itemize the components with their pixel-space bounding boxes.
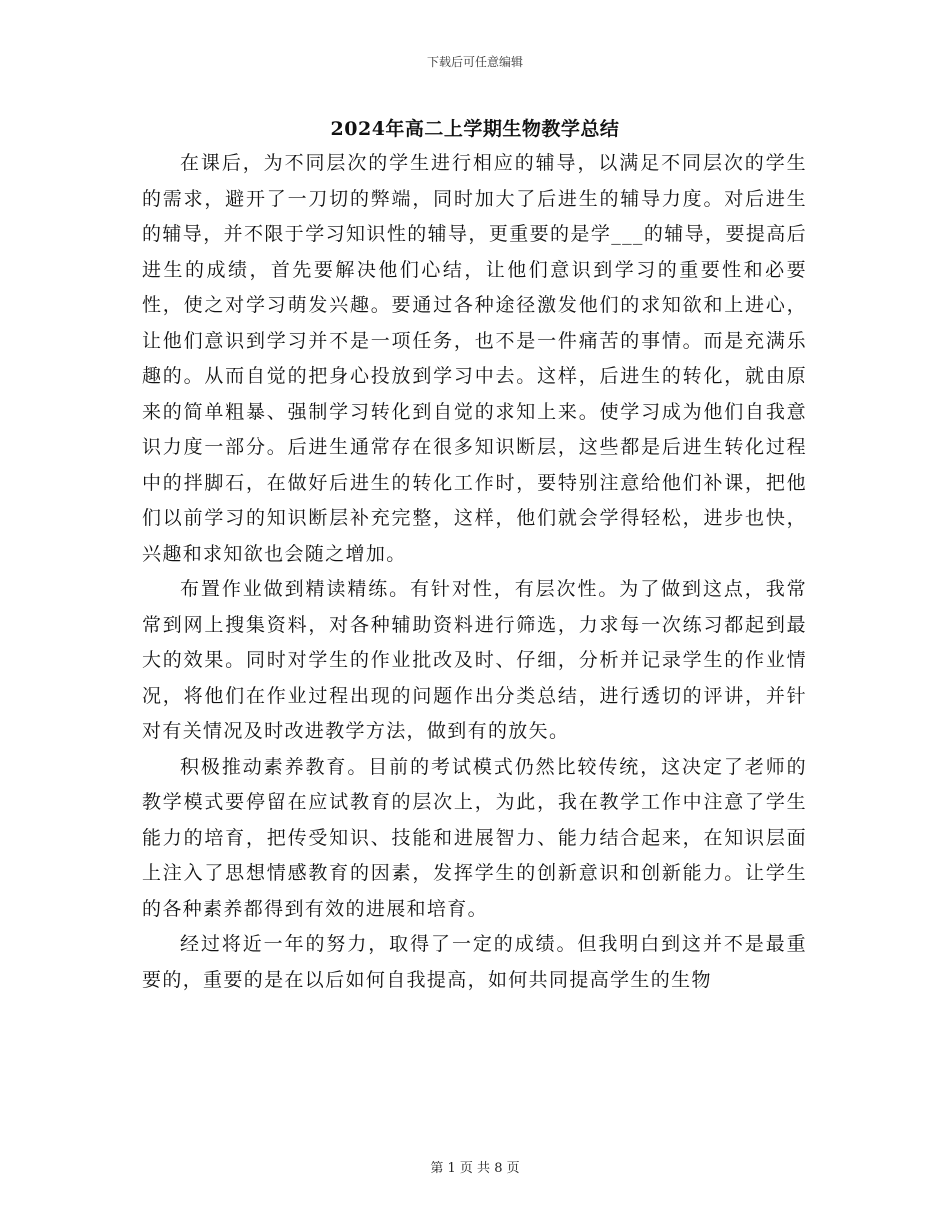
document-body xyxy=(142,146,807,998)
document-title: 2024年高二上学期生物教学总结 xyxy=(330,118,620,140)
page-header-note: 下载后可任意编辑 xyxy=(426,55,523,69)
page-number: 第 1 页 共 8 页 xyxy=(430,1161,520,1176)
paragraph-1: 在课后，为不同层次的学生进行相应的辅导，以满足不同层次的学生的需求，避开了一刀切的弊端，同时加大了后进生的辅导力度。对后进生的辅导，并不限于学习知识性的辅导，更重要的是学___的辅导，要提高后进生的成绩，首先要解决他们心结，让他们意识到学习的重要性和必要性，使之对学习萌发兴趣。要通过各种途径激发他们的求知欲和上进心，让他们意识到学习并不是一项任务，也不是一件痛苦的事情。而是充满乐趣的。从而自觉的把身心投放到学习中去。这样，后进生的转化，就由原来的简单粗暴、强制学习转化到自觉的求知上来。使学习成为他们自我意识力度一部分。后进生通常存在很多知识断层，这些都是后进生转化过程中的拌脚石，在做好后进生的转化工作时，要特别注意给他们补课，把他们以前学习的知识断层补充完整，这样，他们就会学得轻松，进步也快，兴趣和求知欲也会随之增加。 xyxy=(142,152,807,565)
paragraph-2: 布置作业做到精读精练。有针对性，有层次性。为了做到这点，我常常到网上搜集资料，对各种辅助资料进行筛选，力求每一次练习都起到最大的效果。同时对学生的作业批改及时、仔细，分析并记录学生的作业情况，将他们在作业过程出现的问题作出分类总结，进行透切的评讲，并针对有关情况及时改进教学方法，做到有的放矢。 xyxy=(142,578,807,742)
paragraph-4: 经过将近一年的努力，取得了一定的成绩。但我明白到这并不是最重要的，重要的是在以后如何自我提高，如何共同提高学生的生物 xyxy=(142,933,807,991)
paragraph-3: 积极推动素养教育。目前的考试模式仍然比较传统，这决定了老师的教学模式要停留在应试教育的层次上，为此，我在教学工作中注意了学生能力的培育，把传受知识、技能和进展智力、能力结合起来，在知识层面上注入了思想情感教育的因素，发挥学生的创新意识和创新能力。让学生的各种素养都得到有效的进展和培育。 xyxy=(142,755,807,920)
